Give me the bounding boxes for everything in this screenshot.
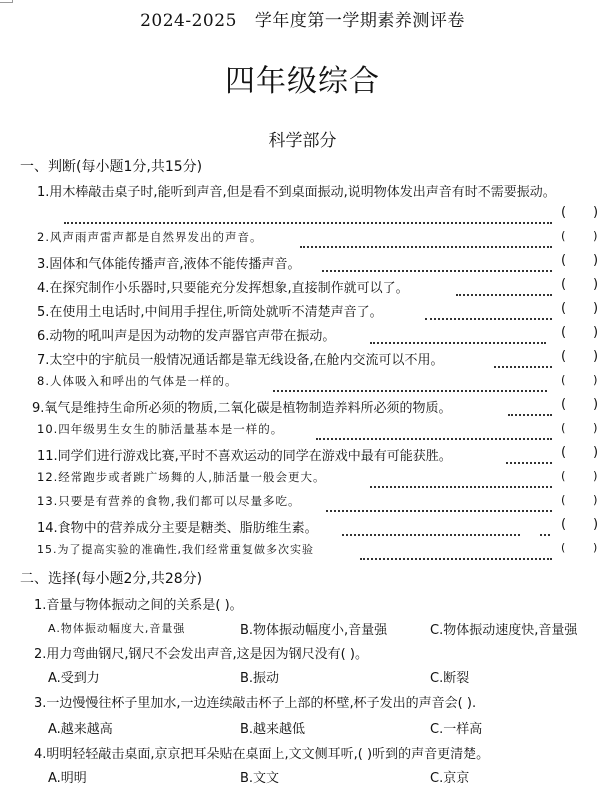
judgment-item-9 <box>0 397 605 419</box>
judgment-item-4 <box>0 277 605 299</box>
item-text: 15.为了提高实验的准确性,我们经常重复做多次实验 <box>37 543 314 556</box>
dot-leader <box>273 380 547 392</box>
choice-question-2: 2.用力弯曲钢尺,钢尺不会发出声音,这是因为钢尺没有( )。 <box>34 647 368 662</box>
answer-close-paren[interactable]: ) <box>593 397 599 412</box>
item-text: 13.只要是有营养的食物,我们都可以尽量多吃。 <box>37 494 301 508</box>
answer-close-paren[interactable]: ) <box>593 349 599 364</box>
option-c[interactable]: C.物体振动速度快,音量强 <box>430 623 578 638</box>
judgment-item-8 <box>0 373 605 395</box>
option-c[interactable]: C.一样高 <box>430 722 483 737</box>
item-text: 1.用木棒敲击桌子时,能听到声音,但是看不到桌面振动,说明物体发出声音有时不需要振动。 <box>37 185 556 200</box>
answer-open-paren: ( <box>561 397 567 412</box>
option-b[interactable]: B.越来越低 <box>240 722 306 737</box>
choice-question-4: 4.明明轻轻敲击桌面,京京把耳朵贴在桌面上,文文侧耳听,( )听到的声音更清楚。 <box>34 747 490 762</box>
option-a[interactable]: A.明明 <box>48 771 87 786</box>
dot-leader <box>342 524 520 536</box>
judgment-item-1 <box>0 181 605 203</box>
judgment-item-2 <box>0 229 605 251</box>
item-text: 3.固体和气体能传播声音,液体不能传播声音。 <box>37 257 301 272</box>
answer-open-paren: ( <box>561 349 567 364</box>
answer-close-paren[interactable]: ) <box>593 205 599 220</box>
item-text: 4.在探究制作小乐器时,只要能充分发挥想象,直接制作就可以了。 <box>37 281 409 296</box>
answer-close-paren[interactable]: ) <box>593 277 599 292</box>
dot-leader <box>322 260 552 272</box>
dot-leader <box>326 500 552 512</box>
answer-close-paren[interactable]: ) <box>593 373 599 387</box>
choice-question-1: 1.音量与物体振动之间的关系是( )。 <box>34 598 243 613</box>
option-a[interactable]: A.越来越高 <box>48 722 113 737</box>
item-text: 9.氧气是维持生命所必须的物质,二氧化碳是植物制造养料所必须的物质。 <box>32 401 452 416</box>
page-title: 四年级综合 <box>225 64 380 99</box>
answer-open-paren: ( <box>561 301 567 316</box>
dot-leader <box>540 524 550 536</box>
judgment-item-13 <box>0 493 605 515</box>
answer-open-paren: ( <box>561 541 567 554</box>
judgment-item-14 <box>0 517 605 539</box>
option-b[interactable]: B.物体振动幅度小,音量强 <box>240 623 388 638</box>
choice-question-3: 3.一边慢慢往杯子里加水,一边连续敲击杯子上部的杯壁,杯子发出的声音会( ). <box>34 696 477 711</box>
dot-leader <box>425 308 552 320</box>
exam-header <box>0 6 605 31</box>
section-subtitle: 科学部分 <box>268 131 337 151</box>
answer-open-paren: ( <box>561 421 567 435</box>
dot-leader <box>64 212 552 224</box>
dot-leader <box>360 548 552 560</box>
answer-open-paren: ( <box>561 253 567 268</box>
section1-heading: 一、判断(每小题1分,共15分) <box>20 159 203 175</box>
dot-leader <box>506 452 552 464</box>
exam-name: 学年度第一学期素养测评卷 <box>254 11 465 31</box>
judgment-item-6 <box>0 325 605 347</box>
dot-leader <box>370 476 552 488</box>
judgment-item-5 <box>0 301 605 323</box>
option-a[interactable]: A.受到力 <box>48 671 100 686</box>
item-text: 7.太空中的宇航员一般情况通话都是靠无线设备,在舱内交流可以不用。 <box>37 353 444 368</box>
judgment-item-15 <box>0 541 605 563</box>
dot-leader <box>300 236 552 248</box>
answer-close-paren[interactable]: ) <box>593 445 599 460</box>
answer-open-paren: ( <box>561 229 567 243</box>
answer-close-paren[interactable]: ) <box>593 253 599 268</box>
judgment-item-3 <box>0 253 605 275</box>
item-text: 11.同学们进行游戏比赛,平时不喜欢运动的同学在游戏中最有可能获胜。 <box>37 449 452 464</box>
judgment-item-7 <box>0 349 605 371</box>
answer-close-paren[interactable]: ) <box>593 421 599 435</box>
answer-close-paren[interactable]: ) <box>593 469 599 483</box>
judgment-item-10 <box>0 421 605 443</box>
judgment-item-12 <box>0 469 605 491</box>
answer-open-paren: ( <box>561 325 567 340</box>
dot-leader <box>508 404 552 416</box>
judgment-item-1-answer <box>0 205 605 227</box>
judgment-item-11 <box>0 445 605 467</box>
answer-open-paren: ( <box>561 517 567 532</box>
answer-close-paren[interactable]: ) <box>593 541 599 554</box>
answer-close-paren[interactable]: ) <box>593 229 599 243</box>
option-b[interactable]: B.振动 <box>240 671 280 686</box>
option-c[interactable]: C.断裂 <box>430 671 470 686</box>
item-text: 12.经常跑步或者跳广场舞的人,肺活量一般会更大。 <box>37 470 326 484</box>
item-text: 6.动物的吼叫声是因为动物的发声器官声带在振动。 <box>37 329 336 344</box>
section2-heading: 二、选择(每小题2分,共28分) <box>20 571 203 587</box>
answer-open-paren: ( <box>561 469 567 483</box>
dot-leader <box>370 332 546 344</box>
option-c[interactable]: C.京京 <box>430 771 470 786</box>
dot-leader <box>456 284 552 296</box>
item-text: 5.在使用土电话时,中间用手捏住,听筒处就听不清楚声音了。 <box>37 305 383 320</box>
item-text: 8.人体吸入和呼出的气体是一样的。 <box>37 374 238 388</box>
answer-close-paren[interactable]: ) <box>593 493 599 507</box>
answer-open-paren: ( <box>561 205 567 220</box>
answer-open-paren: ( <box>561 373 567 387</box>
dot-leader <box>494 356 552 368</box>
answer-open-paren: ( <box>561 493 567 507</box>
option-b[interactable]: B.文文 <box>240 771 280 786</box>
answer-close-paren[interactable]: ) <box>593 325 599 340</box>
item-text: 2.风声雨声雷声都是自然界发出的声音。 <box>37 230 263 244</box>
dot-leader <box>316 428 552 440</box>
school-year: 2024-2025 <box>140 11 237 31</box>
answer-close-paren[interactable]: ) <box>593 517 599 532</box>
answer-close-paren[interactable]: ) <box>593 301 599 316</box>
answer-open-paren: ( <box>561 277 567 292</box>
page-corner-mark <box>0 0 13 3</box>
item-text: 14.食物中的营养成分主要是糖类、脂肪维生素。 <box>37 521 318 536</box>
option-a[interactable]: A.物体振动幅度大,音量强 <box>48 622 186 635</box>
item-text: 10.四年级男生女生的肺活量基本是一样的。 <box>37 422 284 436</box>
answer-open-paren: ( <box>561 445 567 460</box>
